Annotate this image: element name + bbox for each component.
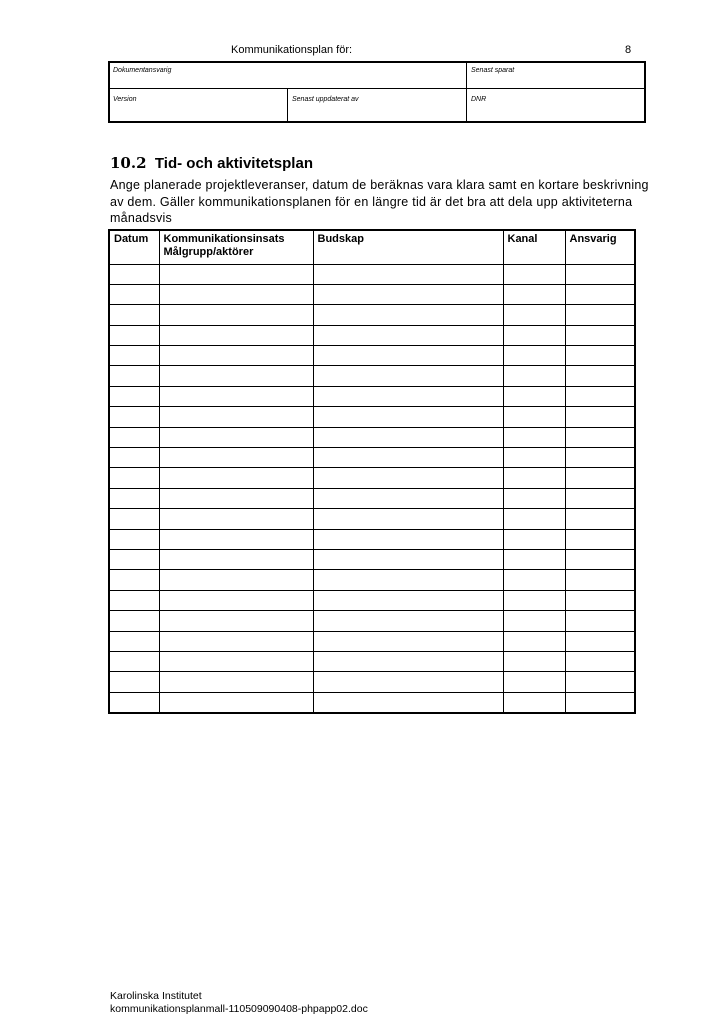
table-cell[interactable] [503,488,565,508]
table-cell[interactable] [503,468,565,488]
table-cell[interactable] [159,509,313,529]
table-cell[interactable] [159,692,313,712]
table-cell[interactable] [159,305,313,325]
table-cell[interactable] [313,305,503,325]
table-cell[interactable] [313,427,503,447]
table-cell[interactable] [565,672,635,692]
table-cell[interactable] [159,672,313,692]
table-cell[interactable] [313,529,503,549]
label-version: Version [113,96,137,103]
table-cell[interactable] [313,386,503,406]
table-cell[interactable] [565,488,635,508]
table-row [109,448,635,468]
table-cell[interactable] [313,407,503,427]
table-cell[interactable] [565,427,635,447]
page-number: 8 [625,44,632,56]
table-cell[interactable] [109,611,159,631]
table-cell[interactable] [565,529,635,549]
column-header-kommunikationsinsats: Kommunikationsinsats Målgrupp/aktörer [159,230,313,264]
table-cell[interactable] [159,631,313,651]
document-meta-box [108,61,646,123]
table-cell[interactable] [565,284,635,304]
table-row [109,346,635,366]
table-cell[interactable] [159,427,313,447]
table-cell[interactable] [313,264,503,284]
table-cell[interactable] [159,651,313,671]
table-row [109,509,635,529]
table-cell[interactable] [503,305,565,325]
table-cell[interactable] [109,284,159,304]
table-cell[interactable] [109,448,159,468]
table-cell[interactable] [565,611,635,631]
section-title: Tid- och aktivitetsplan [154,155,313,172]
table-row [109,386,635,406]
activity-plan-table [108,229,636,714]
table-cell[interactable] [159,468,313,488]
table-cell[interactable] [565,386,635,406]
table-cell[interactable] [109,264,159,284]
table-cell[interactable] [565,305,635,325]
table-cell[interactable] [503,427,565,447]
table-cell[interactable] [313,366,503,386]
table-cell[interactable] [109,549,159,569]
table-row [109,284,635,304]
table-cell[interactable] [503,407,565,427]
table-cell[interactable] [109,407,159,427]
table-cell[interactable] [313,631,503,651]
table-cell[interactable] [109,590,159,610]
table-cell[interactable] [159,611,313,631]
table-row [109,631,635,651]
table-row [109,529,635,549]
column-header-kanal: Kanal [503,230,565,264]
table-row [109,488,635,508]
label-senast-uppdaterat-av: Senast uppdaterat av [292,96,359,103]
table-cell[interactable] [503,264,565,284]
table-cell[interactable] [109,427,159,447]
table-cell[interactable] [503,509,565,529]
label-dnr: DNR [471,96,487,103]
table-cell[interactable] [503,366,565,386]
label-dokumentansvarig: Dokumentansvarig [113,67,172,74]
table-cell[interactable] [159,325,313,345]
table-cell[interactable] [313,570,503,590]
table-cell[interactable] [313,468,503,488]
table-cell[interactable] [503,284,565,304]
table-cell[interactable] [159,488,313,508]
table-cell[interactable] [565,570,635,590]
table-row [109,692,635,712]
table-cell[interactable] [313,672,503,692]
section-intro: Ange planerade projektleveranser, datum de beräknas vara klara samt en kortare beskrivning av dem. Gäller kommunikationsplanen för en längre tid är det bra att dela upp aktiviteterna månadsvis [110,178,649,225]
table-cell[interactable] [109,651,159,671]
table-cell[interactable] [565,346,635,366]
table-cell[interactable] [503,611,565,631]
table-cell[interactable] [503,549,565,569]
table-cell[interactable] [565,549,635,569]
table-cell[interactable] [565,590,635,610]
table-header-row [109,230,635,264]
table-cell[interactable] [109,468,159,488]
label-senast-sparat: Senast sparat [471,67,515,74]
table-cell[interactable] [503,570,565,590]
section-heading [110,154,313,172]
table-cell[interactable] [159,366,313,386]
table-cell[interactable] [503,346,565,366]
table-cell[interactable] [313,346,503,366]
table-cell[interactable] [503,692,565,712]
table-row [109,590,635,610]
table-cell[interactable] [503,386,565,406]
table-row [109,305,635,325]
table-cell[interactable] [109,509,159,529]
footer [110,990,368,1016]
column-header-budskap: Budskap [313,230,503,264]
header-title: Kommunikationsplan för: [231,44,353,56]
table-cell[interactable] [109,692,159,712]
table-row [109,325,635,345]
table-cell[interactable] [159,590,313,610]
table-cell[interactable] [313,651,503,671]
table-cell[interactable] [313,611,503,631]
table-cell[interactable] [565,264,635,284]
table-row [109,672,635,692]
table-cell[interactable] [313,549,503,569]
column-header-datum: Datum [109,230,159,264]
table-cell[interactable] [159,284,313,304]
table-cell[interactable] [565,509,635,529]
table-row [109,407,635,427]
table-cell[interactable] [109,570,159,590]
table-cell[interactable] [503,590,565,610]
table-cell[interactable] [109,325,159,345]
table-cell[interactable] [159,407,313,427]
table-cell[interactable] [503,651,565,671]
table-row [109,549,635,569]
table-cell[interactable] [109,386,159,406]
table-cell[interactable] [313,692,503,712]
table-cell[interactable] [503,631,565,651]
table-cell[interactable] [159,386,313,406]
table-cell[interactable] [313,488,503,508]
table-cell[interactable] [503,672,565,692]
table-cell[interactable] [313,509,503,529]
table-cell[interactable] [503,448,565,468]
table-cell[interactable] [313,325,503,345]
table-cell[interactable] [565,448,635,468]
table-cell[interactable] [313,590,503,610]
table-cell[interactable] [313,448,503,468]
table-cell[interactable] [109,346,159,366]
table-cell[interactable] [159,570,313,590]
table-cell[interactable] [159,529,313,549]
meta-divider [110,88,644,89]
footer-organization: Karolinska Institutet [110,990,202,1002]
table-cell[interactable] [565,631,635,651]
table-cell[interactable] [159,448,313,468]
table-row [109,570,635,590]
table-row [109,611,635,631]
table-cell[interactable] [159,346,313,366]
table-row [109,427,635,447]
table-row [109,366,635,386]
table-cell[interactable] [565,651,635,671]
table-cell[interactable] [565,325,635,345]
table-cell[interactable] [109,631,159,651]
table-cell[interactable] [109,366,159,386]
table-cell[interactable] [503,325,565,345]
table-cell[interactable] [109,672,159,692]
footer-filename: kommunikationsplanmall-110509090408-phpapp02.doc [110,1003,368,1015]
table-cell[interactable] [503,529,565,549]
table-cell[interactable] [565,692,635,712]
table-cell[interactable] [159,549,313,569]
table-cell[interactable] [159,264,313,284]
meta-divider [466,63,467,121]
table-cell[interactable] [109,305,159,325]
section-number: 10.2 [110,154,147,172]
table-cell[interactable] [565,407,635,427]
column-header-ansvarig: Ansvarig [565,230,635,264]
table-cell[interactable] [565,468,635,488]
table-cell[interactable] [565,366,635,386]
meta-divider [287,88,288,121]
table-row [109,468,635,488]
table-cell[interactable] [109,529,159,549]
table-cell[interactable] [109,488,159,508]
table-cell[interactable] [313,284,503,304]
table-row [109,651,635,671]
table-row [109,264,635,284]
